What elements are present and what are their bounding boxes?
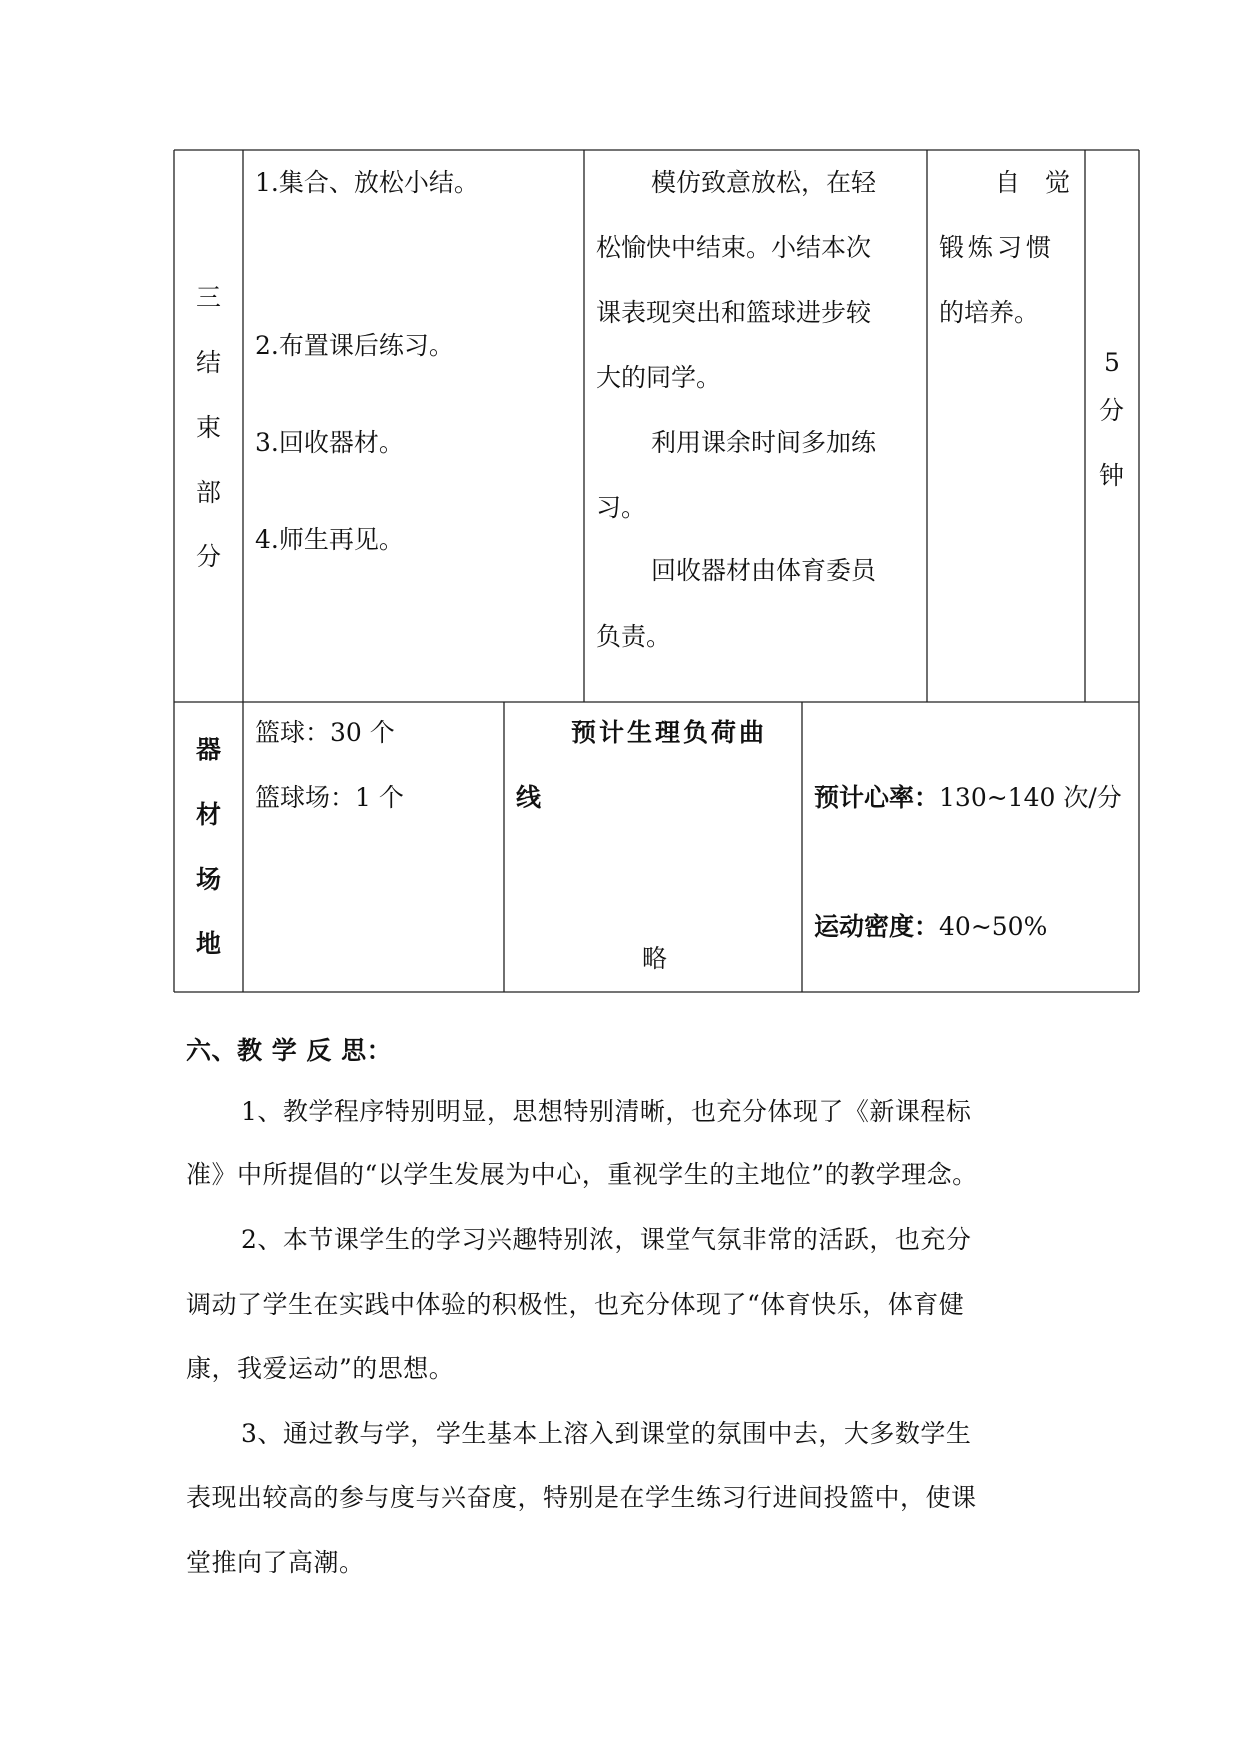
end-content-item: 2.布置课后练习。 bbox=[255, 331, 454, 360]
method-line: 模仿致意放松，在轻 bbox=[651, 168, 877, 197]
load-curve-note: 略 bbox=[642, 944, 668, 973]
equipment-item: 篮球场：1 个 bbox=[255, 783, 404, 812]
time-char: 分 bbox=[1099, 396, 1125, 425]
reflection-line: 准》中所提倡的“以学生发展为中心，重视学生的主地位”的教学理念。 bbox=[186, 1160, 978, 1189]
heart-rate-row bbox=[814, 783, 1122, 813]
purpose-line: 的培养。 bbox=[939, 298, 1040, 327]
end-section-label-char: 结 bbox=[196, 348, 222, 377]
end-section-label-char: 部 bbox=[196, 478, 222, 507]
density-label: 运动密度： bbox=[814, 912, 940, 941]
method-line: 大的同学。 bbox=[596, 363, 722, 392]
equipment-label-char: 材 bbox=[196, 800, 222, 829]
equipment-item: 篮球：30 个 bbox=[255, 718, 395, 747]
equipment-label-char: 地 bbox=[196, 929, 222, 958]
end-content-item: 1.集合、放松小结。 bbox=[255, 168, 479, 197]
heart-rate-value: 130~140 次/分 bbox=[939, 783, 1122, 812]
equipment-label-char: 场 bbox=[196, 865, 222, 894]
reflection-line: 康，我爱运动”的思想。 bbox=[186, 1354, 455, 1383]
method-line: 负责。 bbox=[596, 622, 672, 651]
end-content-item: 4.师生再见。 bbox=[255, 525, 404, 554]
load-curve-title: 线 bbox=[516, 783, 542, 812]
density-row bbox=[814, 912, 1047, 942]
method-line: 习。 bbox=[596, 493, 647, 522]
equipment-label-char: 器 bbox=[196, 735, 222, 764]
method-line: 课表现突出和篮球进步较 bbox=[596, 298, 872, 327]
reflection-heading: 六、教 学 反 思： bbox=[186, 1036, 393, 1065]
load-curve-title: 预计生理负荷曲 bbox=[571, 718, 768, 747]
density-value: 40~50% bbox=[939, 912, 1048, 941]
purpose-line: 自 觉 bbox=[995, 168, 1071, 197]
time-char: 钟 bbox=[1099, 461, 1125, 490]
reflection-line: 3、通过教与学，学生基本上溶入到课堂的氛围中去，大多数学生 bbox=[241, 1419, 972, 1448]
reflection-line: 2、本节课学生的学习兴趣特别浓，课堂气氛非常的活跃，也充分 bbox=[241, 1225, 972, 1254]
method-line: 回收器材由体育委员 bbox=[651, 556, 877, 585]
end-content-item: 3.回收器材。 bbox=[255, 428, 404, 457]
time-char: 5 bbox=[1104, 348, 1120, 377]
reflection-line: 堂推向了高潮。 bbox=[186, 1548, 365, 1577]
method-line: 利用课余时间多加练 bbox=[651, 428, 877, 457]
purpose-line: 锻炼习惯 bbox=[939, 233, 1056, 262]
method-line: 松愉快中结束。小结本次 bbox=[596, 233, 872, 262]
reflection-line: 调动了学生在实践中体验的积极性，也充分体现了“体育快乐，体育健 bbox=[186, 1290, 965, 1319]
heart-rate-label: 预计心率： bbox=[814, 783, 940, 812]
reflection-line: 表现出较高的参与度与兴奋度，特别是在学生练习行进间投篮中，使课 bbox=[186, 1483, 977, 1512]
reflection-line: 1、教学程序特别明显，思想特别清晰，也充分体现了《新课程标 bbox=[241, 1097, 972, 1126]
end-section-label-char: 三 bbox=[196, 283, 222, 312]
end-section-label-char: 束 bbox=[196, 413, 222, 442]
end-section-label-char: 分 bbox=[196, 542, 222, 571]
